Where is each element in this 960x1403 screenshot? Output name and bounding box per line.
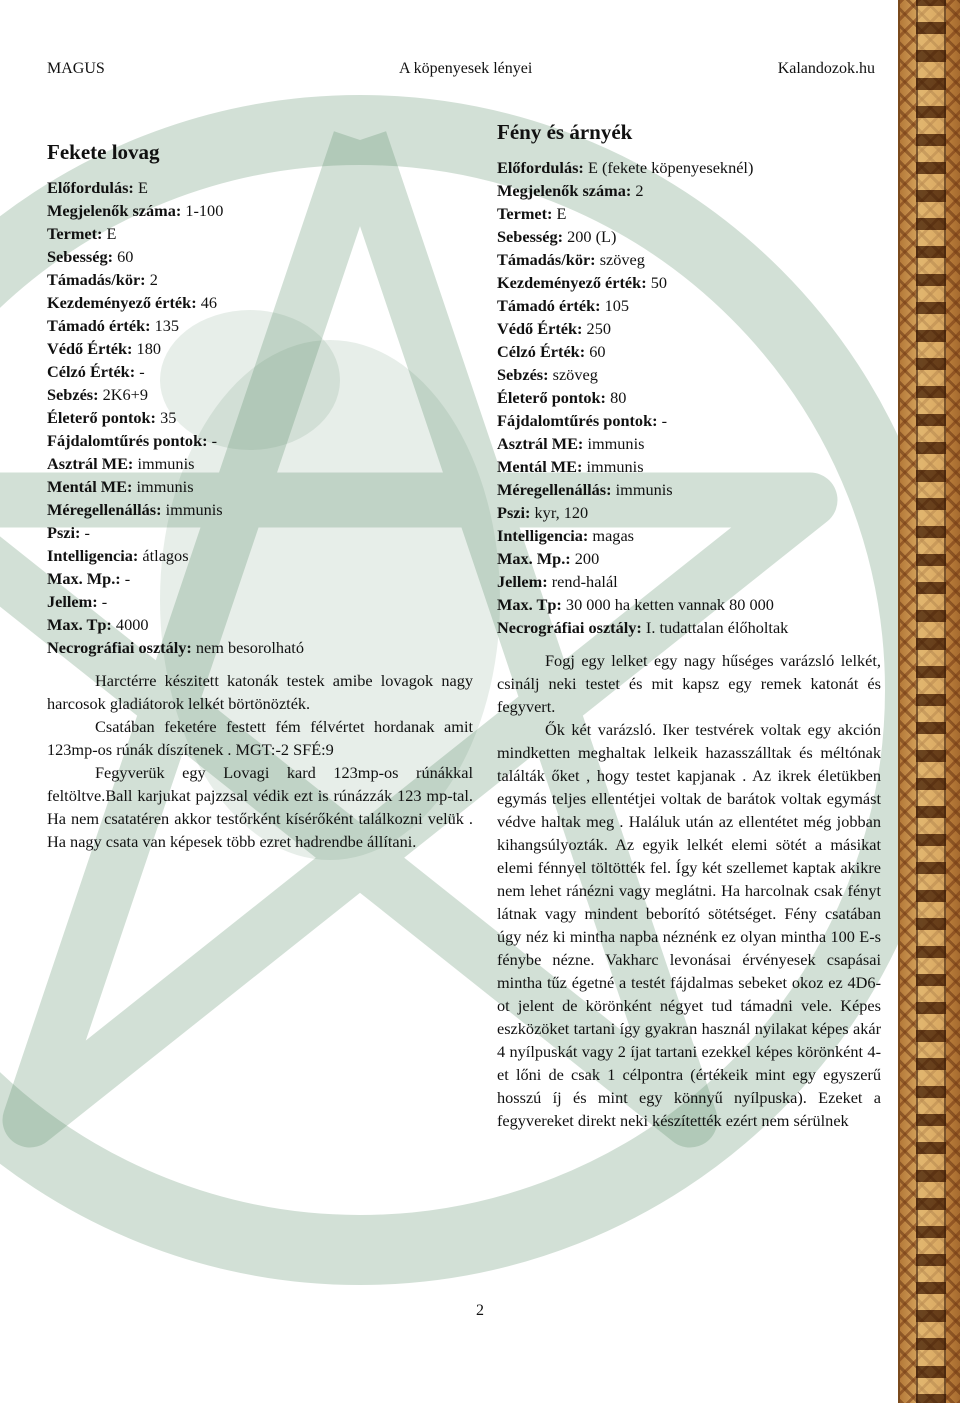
stat-row (497, 432, 881, 455)
stat-label: Max. Tp: (47, 615, 112, 634)
stat-value: 200 (L) (567, 227, 617, 246)
stat-label: Támadás/kör: (497, 250, 596, 269)
stat-block (47, 176, 473, 659)
stat-row (497, 616, 881, 639)
stat-label: Jellem: (497, 572, 548, 591)
stat-label: Fájdalomtűrés pontok: (497, 411, 658, 430)
stat-value: 105 (604, 296, 630, 315)
stat-row (497, 547, 881, 570)
stat-label: Asztrál ME: (47, 454, 134, 473)
stat-value: I. tudattalan élőholtak (645, 618, 789, 637)
stat-value: - (661, 411, 668, 430)
stat-row (47, 222, 473, 245)
stat-value: szöveg (599, 250, 645, 269)
stat-value: 80 (610, 388, 627, 407)
stat-row (47, 429, 473, 452)
stat-row (47, 521, 473, 544)
stat-row (497, 156, 881, 179)
stat-label: Sebesség: (47, 247, 114, 266)
stat-value: 30 000 ha ketten vannak 80 000 (565, 595, 774, 614)
stat-label: Támadó érték: (497, 296, 601, 315)
stat-block (497, 156, 881, 639)
stat-value: 60 (589, 342, 606, 361)
stat-value: 135 (154, 316, 180, 335)
stat-row (497, 409, 881, 432)
stat-label: Életerő pontok: (497, 388, 606, 407)
stat-label: Életerő pontok: (47, 408, 156, 427)
stat-value: szöveg (552, 365, 598, 384)
stat-label: Előfordulás: (47, 178, 134, 197)
stat-row (47, 337, 473, 360)
stat-label: Intelligencia: (47, 546, 139, 565)
stat-row (497, 524, 881, 547)
stat-label: Méregellenállás: (47, 500, 162, 519)
stat-row (497, 340, 881, 363)
stat-row (497, 501, 881, 524)
stat-label: Előfordulás: (497, 158, 584, 177)
stat-label: Pszi: (47, 523, 81, 542)
stat-row (47, 360, 473, 383)
stat-label: Fájdalomtűrés pontok: (47, 431, 208, 450)
stat-label: Kezdeményező érték: (47, 293, 197, 312)
stat-value: 4000 (115, 615, 149, 634)
stat-label: Intelligencia: (497, 526, 589, 545)
stat-value: immunis (136, 477, 194, 496)
stat-label: Kezdeményező érték: (497, 273, 647, 292)
description-paragraph: Fegyverük egy Lovagi kard 123mp-os rúnákkal feltöltve.Ball karjukat pajzzsal védik ezt is rúnázzák 123 mp-tal. Ha nem csatatéren akkor testőrként kísérőként találkozni velük . Ha nagy csata van képesek több ezret hadrendbe állítani. (47, 763, 473, 851)
stat-label: Védő Érték: (497, 319, 583, 338)
stat-row (497, 593, 881, 616)
stat-row (47, 567, 473, 590)
chain-ornament (916, 0, 946, 1403)
stat-row (497, 179, 881, 202)
stat-label: Támadó érték: (47, 316, 151, 335)
stat-value: kyr, 120 (534, 503, 589, 522)
stat-label: Max. Tp: (497, 595, 562, 614)
stat-row (47, 498, 473, 521)
stat-value: 180 (136, 339, 161, 358)
stat-value: 46 (200, 293, 217, 312)
header-right: Kalandozok.hu (777, 60, 875, 77)
stat-label: Sebzés: (47, 385, 99, 404)
stat-row (497, 317, 881, 340)
stat-row (497, 455, 881, 478)
stat-row (47, 291, 473, 314)
description-paragraph: Fogj egy lelket egy nagy hűséges varázsló lelkét, csinálj neki testet és mit kapsz egy remek katonát és fegyvert. (497, 651, 881, 716)
stat-value: immunis (137, 454, 195, 473)
stat-label: Méregellenállás: (497, 480, 612, 499)
stat-row (47, 475, 473, 498)
stat-row (47, 176, 473, 199)
stat-value: 50 (650, 273, 667, 292)
stat-row (47, 314, 473, 337)
stat-label: Termet: (497, 204, 553, 223)
stat-row (47, 544, 473, 567)
stat-value: 250 (586, 319, 611, 338)
stat-value: - (211, 431, 218, 450)
description-paragraph: Ők két varázsló. Iker testvérek voltak egy akción mindketten meghaltak lelkeik hazasszálltak és méltónak találták őket , hogy testet kapjanak . Az ikrek életükben egymás teljes ellentétjei voltak de barátok voltak egymást védve haltak meg . Haláluk után az ellentétet még jobban kihangsúlyozták. Az egyik lelkét elemi sötét a másikat elemi fénnyel töltötték fel. Így két szellemet kaptak akikre nem lehet ránézni vagy meglátni. Ha harcolnak csak fényt látnak vagy mindent beborító sötétséget. Fény csatában úgy néz ki mintha napba néznénk ez olyan mintha 100 E-s fénybe nézne. Vakharc levonásai érvényesek csapásai mintha tűz égetné a testét fájdalmas sebeket okoz ez 4D6-ot jelent de körönként négyet tud támadni vele. Képes eszközöket tartani így gyakran használ nyilakat képes akár 4 nyílpuskát vagy 2 íjat tartani ezekkel képes körönként 4-et lőni de csak 1 célpontra (értékeik mint egy egyszerű hosszú íj és mint egy könnyű nyílpuska). Ezeket a fegyvereket direkt neki készítették ezért nem sérülnek (497, 720, 881, 1130)
stat-value: rend-halál (551, 572, 618, 591)
stat-value: immunis (586, 457, 644, 476)
stat-label: Mentál ME: (47, 477, 133, 496)
stat-row (47, 636, 473, 659)
stat-value: E (106, 224, 117, 243)
stat-value: nem besorolható (195, 638, 304, 657)
stat-value: 2 (149, 270, 158, 289)
stat-label: Sebesség: (497, 227, 564, 246)
stat-value: immunis (615, 480, 673, 499)
stat-label: Sebzés: (497, 365, 549, 384)
stat-value: E (137, 178, 148, 197)
stat-label: Necrográfiai osztály: (47, 638, 192, 657)
stat-value: 200 (574, 549, 600, 568)
stat-row (47, 199, 473, 222)
stat-row (497, 570, 881, 593)
stat-value: - (84, 523, 90, 542)
stat-label: Mentál ME: (497, 457, 583, 476)
header-center: A köpenyesek lényei (399, 60, 533, 77)
stat-row (47, 452, 473, 475)
stat-row (47, 590, 473, 613)
stat-label: Jellem: (47, 592, 98, 611)
stat-label: Pszi: (497, 503, 531, 522)
stat-value: magas (592, 526, 635, 545)
stat-value: E (556, 204, 567, 223)
stat-value: E (fekete köpenyeseknél) (587, 158, 754, 177)
stat-label: Védő Érték: (47, 339, 133, 358)
stat-label: Max. Mp.: (47, 569, 121, 588)
stat-value: immunis (587, 434, 645, 453)
left-column (47, 138, 473, 853)
header-left: MAGUS (47, 60, 105, 77)
stat-value: - (124, 569, 131, 588)
stat-row (497, 248, 881, 271)
stat-row (497, 386, 881, 409)
stat-row (47, 613, 473, 636)
right-column (497, 118, 881, 1132)
creature-title: Fény és árnyék (497, 120, 633, 144)
stat-label: Támadás/kör: (47, 270, 146, 289)
stat-label: Célzó Érték: (47, 362, 136, 381)
stat-value: átlagos (142, 546, 189, 565)
decorative-chain-border (898, 0, 960, 1403)
stat-value: 2 (635, 181, 644, 200)
stat-row (497, 202, 881, 225)
stat-row (497, 478, 881, 501)
stat-label: Megjelenők száma: (497, 181, 632, 200)
stat-value: 60 (117, 247, 134, 266)
stat-value: 35 (160, 408, 177, 427)
stat-label: Megjelenők száma: (47, 201, 182, 220)
stat-label: Necrográfiai osztály: (497, 618, 642, 637)
stat-row (47, 383, 473, 406)
creature-title: Fekete lovag (47, 140, 160, 164)
stat-value: - (101, 592, 108, 611)
stat-value: immunis (165, 500, 223, 519)
stat-label: Termet: (47, 224, 103, 243)
page-number: 2 (476, 1302, 484, 1319)
stat-row (497, 294, 881, 317)
stat-row (47, 245, 473, 268)
stat-row (497, 225, 881, 248)
stat-row (47, 406, 473, 429)
page-header (47, 60, 875, 80)
description-paragraph: Csatában feketére festett fém félvértet hordanak amit 123mp-os rúnák díszítenek . MGT:-2 SFÉ:9 (47, 717, 473, 759)
stat-label: Max. Mp.: (497, 549, 571, 568)
stat-value: 2K6+9 (102, 385, 148, 404)
stat-row (497, 363, 881, 386)
stat-value: 1-100 (185, 201, 224, 220)
stat-label: Célzó Érték: (497, 342, 586, 361)
description-paragraph: Harctérre készitett katonák testek amibe lovagok nagy harcosok gladiátorok lelkét börtönözték. (47, 671, 473, 713)
stat-row (47, 268, 473, 291)
stat-label: Asztrál ME: (497, 434, 584, 453)
stat-value: - (139, 362, 145, 381)
stat-row (497, 271, 881, 294)
